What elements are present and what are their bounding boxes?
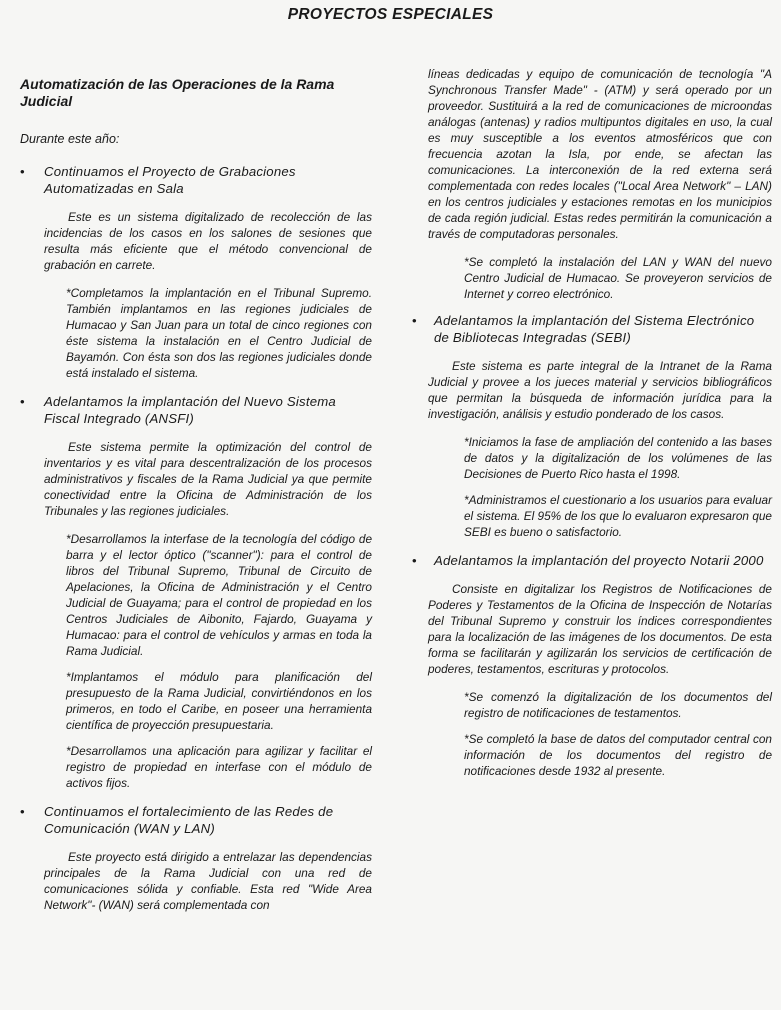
project-description: Este es un sistema digitalizado de recolección de las incidencias de los casos en los salones de sesiones que resulta más eficiente que el método convencional de grabación en carrete.	[44, 210, 372, 272]
right-items	[412, 312, 772, 779]
project-title-text: Adelantamos la implantación del Nuevo Sistema Fiscal Integrado (ANSFI)	[44, 394, 336, 426]
bullet-icon: •	[20, 804, 25, 819]
page-title: PROYECTOS ESPECIALES	[287, 6, 494, 23]
project-title	[20, 163, 372, 197]
project-description: Este sistema permite la optimización del control de inventarios y es vital para descentralización de los procesos administrativos y fiscales de la Rama Judicial ya que permite conectividad entre la Oficina de Administración de los Tribunales y las regiones judiciales.	[44, 440, 372, 518]
project-item	[412, 312, 772, 540]
project-title	[20, 803, 372, 837]
project-note: *Iniciamos la fase de ampliación del contenido a las bases de datos y la digitalización de los volúmenes de las Decisiones de Puerto Rico hasta el 1998.	[464, 435, 772, 481]
project-title-text: Continuamos el Proyecto de Grabaciones Automatizadas en Sala	[44, 164, 296, 196]
project-title	[412, 312, 772, 346]
left-items	[20, 163, 372, 913]
project-note: *Desarrollamos la interfase de la tecnología del código de barra y el lector óptico ("scanner"): para el control de libros del Tribunal Supremo, Tribunal de Circuito de Apelaciones, la Oficina de Administración y el Centro Judicial de Guayama; para el control de propiedad en los Centros Judiciales de Aibonito, Fajardo, Guayama y Humacao: para el control de vehículos y armas en toda la Rama Judicial.	[66, 532, 372, 658]
project-note: *Se completó la base de datos del computador central con información de los documentos del registro de notificaciones desde 1932 al presente.	[464, 732, 772, 778]
continuation-paragraph: líneas dedicadas y equipo de comunicación de tecnología "A Synchronous Transfer Made" - (ATM) y será operado por un proveedor. Sustituirá a la red de comunicaciones de microondas análogas (antenas) y radios multipuntos digitales en uso, la cual es muy susceptible a los eventos atmosféricos que con frecuencia azotan la Isla, por ende, se afectan las comunicaciones. La interconexión de la red externa será complementada con redes locales ("Local Area Network" – LAN) en los centros judiciales y estaciones remotas en los municipios de cada región judicial. Estas redes permitirán la comunicación a través de computadoras personales.	[428, 67, 772, 241]
project-description: Este proyecto está dirigido a entrelazar las dependencias principales de la Rama Judicial con una red de comunicaciones sólida y confiable. Esta red "Wide Area Network"- (WAN) será complementada con	[44, 850, 372, 912]
bullet-icon: •	[412, 313, 417, 328]
project-title-text: Adelantamos la implantación del proyecto Notarii 2000	[434, 553, 764, 568]
continuation-notes	[412, 254, 772, 302]
section-intro: Durante este año:	[20, 132, 120, 146]
project-item	[412, 552, 772, 779]
project-note: *Se comenzó la digitalización de los documentos del registro de notificaciones de testamentos.	[464, 690, 772, 720]
project-note: *Completamos la implantación en el Tribunal Supremo. También implantamos en las regiones judiciales de Humacao y San Juan para un total de cinco regiones con éste sistema la instalación en el Centro Judicial de Bayamón. Con ésta son dos las regiones judiciales donde está instalado el sistema.	[66, 286, 372, 380]
section-heading: Automatización de las Operaciones de la Rama Judicial	[20, 76, 335, 109]
bullet-icon: •	[412, 553, 417, 568]
project-note: *Implantamos el módulo para planificación del presupuesto de la Rama Judicial, convirtiéndonos en los primeros, en todo el Caribe, en poseer una herramienta científica de proyección presupuestaria.	[66, 670, 372, 732]
project-title-text: Adelantamos la implantación del Sistema Electrónico de Bibliotecas Integradas (SEBI)	[434, 313, 755, 345]
project-item	[20, 163, 372, 381]
project-title-text: Continuamos el fortalecimiento de las Redes de Comunicación (WAN y LAN)	[44, 804, 334, 836]
project-description: Este sistema es parte integral de la Intranet de la Rama Judicial y provee a los jueces material y servicios bibliográficos que permitan la búsqueda de información jurídica para la investigación, análisis y estudio ponderado de los casos.	[428, 359, 772, 421]
project-title	[412, 552, 772, 569]
right-column	[412, 66, 772, 791]
project-description: Consiste en digitalizar los Registros de Notificaciones de Poderes y Testamentos de la Oficina de Inspección de Notarías del Tribunal Supremo y construir los índices correspondientes para la localización de las imágenes de los documentos. De esta forma se facilitarán y agilizarán los servicios de certificación de poderes, testamentos, escrituras y protocolos.	[428, 582, 772, 676]
bullet-icon: •	[20, 164, 25, 179]
project-note: *Administramos el cuestionario a los usuarios para evaluar el sistema. El 95% de los que lo evaluaron expresaron que SEBI es bueno o satisfactorio.	[464, 493, 772, 539]
project-note: *Desarrollamos una aplicación para agilizar y facilitar el registro de propiedad en interfase con el módulo de activos fijos.	[66, 744, 372, 790]
project-title	[20, 393, 372, 427]
left-column	[20, 76, 372, 925]
project-item	[20, 803, 372, 913]
bullet-icon: •	[20, 394, 25, 409]
project-note: *Se completó la instalación del LAN y WAN del nuevo Centro Judicial de Humacao. Se proveyeron servicios de Internet y correo electrónico.	[464, 255, 772, 301]
project-item	[20, 393, 372, 791]
